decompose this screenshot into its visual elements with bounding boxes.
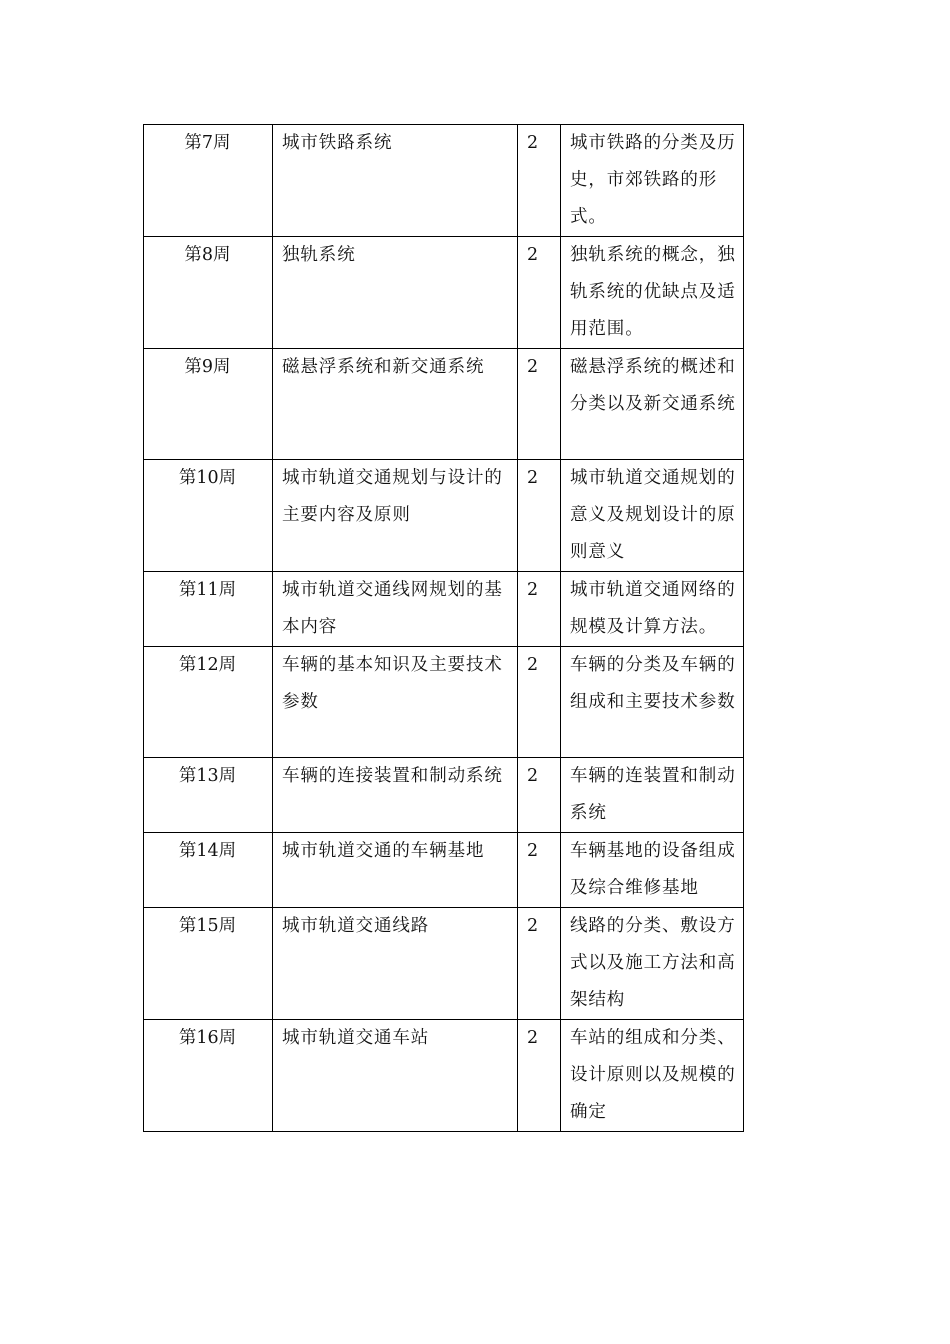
topic-cell: 车辆的连接装置和制动系统 <box>273 758 518 833</box>
content-cell: 独轨系统的概念，独轨系统的优缺点及适用范围。 <box>561 237 744 349</box>
table-row <box>144 460 744 572</box>
table-row <box>144 572 744 647</box>
hours-cell: 2 <box>518 237 561 349</box>
table-row <box>144 125 744 237</box>
table-row <box>144 908 744 1020</box>
week-cell: 第7周 <box>144 125 273 237</box>
table-row <box>144 758 744 833</box>
week-cell: 第11周 <box>144 572 273 647</box>
content-cell: 车辆的分类及车辆的组成和主要技术参数 <box>561 647 744 758</box>
schedule-table <box>143 124 744 1132</box>
topic-cell: 独轨系统 <box>273 237 518 349</box>
hours-cell: 2 <box>518 908 561 1020</box>
content-cell: 线路的分类、敷设方式以及施工方法和高架结构 <box>561 908 744 1020</box>
hours-cell: 2 <box>518 460 561 572</box>
week-cell: 第13周 <box>144 758 273 833</box>
table-row <box>144 237 744 349</box>
week-cell: 第16周 <box>144 1020 273 1132</box>
topic-cell: 城市轨道交通线网规划的基本内容 <box>273 572 518 647</box>
table-row <box>144 1020 744 1132</box>
week-cell: 第9周 <box>144 349 273 460</box>
hours-cell: 2 <box>518 833 561 908</box>
week-cell: 第14周 <box>144 833 273 908</box>
week-cell: 第15周 <box>144 908 273 1020</box>
hours-cell: 2 <box>518 1020 561 1132</box>
table-row <box>144 349 744 460</box>
content-cell: 城市轨道交通规划的意义及规划设计的原则意义 <box>561 460 744 572</box>
table-row <box>144 833 744 908</box>
topic-cell: 城市轨道交通的车辆基地 <box>273 833 518 908</box>
topic-cell: 车辆的基本知识及主要技术参数 <box>273 647 518 758</box>
week-cell: 第10周 <box>144 460 273 572</box>
content-cell: 车辆的连装置和制动系统 <box>561 758 744 833</box>
hours-cell: 2 <box>518 125 561 237</box>
hours-cell: 2 <box>518 647 561 758</box>
content-cell: 车辆基地的设备组成及综合维修基地 <box>561 833 744 908</box>
topic-cell: 城市轨道交通线路 <box>273 908 518 1020</box>
week-cell: 第12周 <box>144 647 273 758</box>
hours-cell: 2 <box>518 572 561 647</box>
hours-cell: 2 <box>518 758 561 833</box>
content-cell: 城市铁路的分类及历史，市郊铁路的形式。 <box>561 125 744 237</box>
week-cell: 第8周 <box>144 237 273 349</box>
hours-cell: 2 <box>518 349 561 460</box>
content-cell: 车站的组成和分类、设计原则以及规模的确定 <box>561 1020 744 1132</box>
content-cell: 城市轨道交通网络的规模及计算方法。 <box>561 572 744 647</box>
topic-cell: 磁悬浮系统和新交通系统 <box>273 349 518 460</box>
topic-cell: 城市轨道交通车站 <box>273 1020 518 1132</box>
topic-cell: 城市轨道交通规划与设计的主要内容及原则 <box>273 460 518 572</box>
table-row <box>144 647 744 758</box>
content-cell: 磁悬浮系统的概述和分类以及新交通系统 <box>561 349 744 460</box>
table-body <box>144 125 744 1132</box>
topic-cell: 城市铁路系统 <box>273 125 518 237</box>
